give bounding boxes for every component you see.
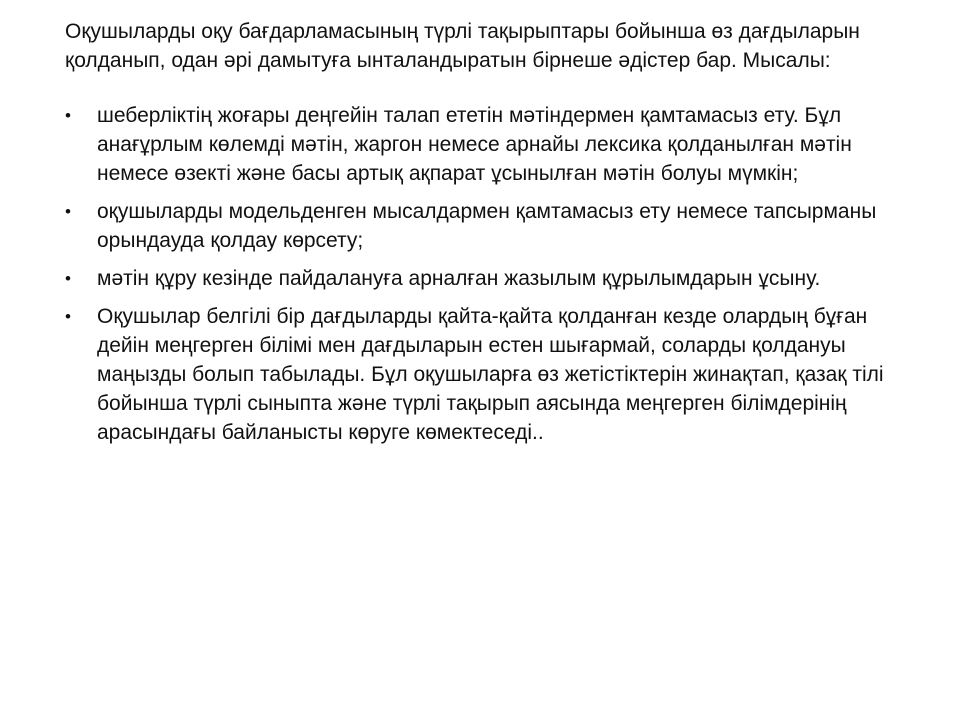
bullet-dot-icon: • — [65, 307, 71, 326]
bullet-text: мәтін құру кезінде пайдалануға арналған жазылым құрылымдарын ұсыну. — [97, 267, 821, 290]
bullet-text: оқушыларды модельденген мысалдармен қамтамасыз ету немесе тапсырманы орындауда қолдау көрсету; — [97, 200, 877, 252]
intro-paragraph: Оқушыларды оқу бағдарламасының түрлі тақырыптары бойынша өз дағдыларын қолданып, одан әрі дамытуға ынталандыратын бірнеше әдістер бар. Мысалы: — [65, 20, 860, 72]
bullet-item — [65, 197, 895, 255]
bullet-item — [65, 264, 895, 293]
bullet-item — [65, 101, 895, 188]
bullet-text: Оқушылар белгілі бір дағдыларды қайта-қайта қолданған кезде олардың бұған дейін меңгерген білімі мен дағдыларын естен шығармай, соларды қолдануы маңызды болып табылады. Бұл оқушыларға өз жетістіктерін жинақтап, қазақ тілі бойынша түрлі сыныпта және түрлі тақырып аясында меңгерген білімдерінің арасындағы байланысты көруге көмектеседі.. — [97, 305, 884, 444]
bullet-dot-icon: • — [65, 106, 71, 125]
bullet-dot-icon: • — [65, 202, 71, 221]
bullet-item — [65, 302, 895, 447]
bullet-dot-icon: • — [65, 269, 71, 288]
bullet-list — [65, 101, 895, 447]
bullet-text: шеберліктің жоғары деңгейін талап ететін мәтіндермен қамтамасыз ету. Бұл анағұрлым көлемді мәтін, жаргон немесе арнайы лексика қолданылған мәтін немесе өзекті және басы артық ақпарат ұсынылған мәтін болуы мүмкін; — [97, 104, 852, 185]
